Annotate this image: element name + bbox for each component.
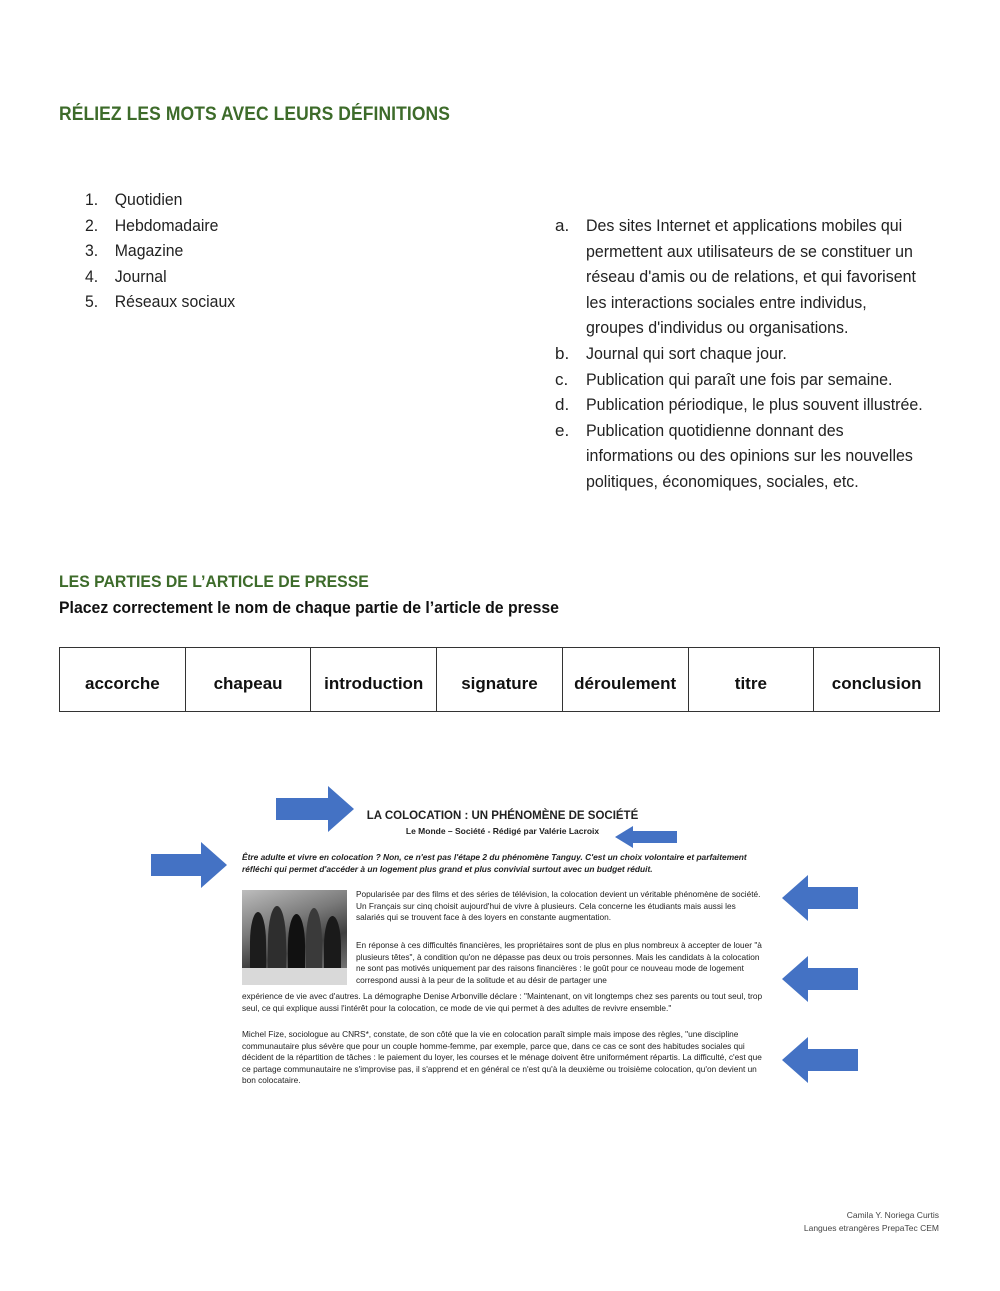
list-item: 1. Quotidien bbox=[85, 190, 183, 209]
arrow-left-icon bbox=[782, 956, 858, 1002]
photo-floor bbox=[242, 968, 347, 985]
footer bbox=[804, 1209, 939, 1234]
list-item: 4. Journal bbox=[85, 266, 167, 286]
person-silhouette bbox=[288, 914, 305, 976]
list-item: 2. Hebdomadaire bbox=[85, 215, 219, 235]
arrow-right-icon bbox=[151, 842, 227, 888]
list-item: a. Des sites Internet et applications mobiles qui permettent aux utilisateurs de se constituer un réseau d'amis ou de relations, et qui favorisent les interactions sociales entre individus, groupes d'individus ou organisations. bbox=[555, 216, 916, 338]
footer-org: Langues etrangères PrepaTec CEM bbox=[803, 1222, 939, 1233]
footer-author: Camila Y. Noriega Curtis bbox=[846, 1210, 939, 1220]
list-item: 3. Magazine bbox=[85, 241, 184, 261]
list-item: c. Publication qui paraît une fois par semaine. bbox=[555, 369, 893, 389]
definition-list bbox=[555, 213, 945, 495]
person-silhouette bbox=[324, 916, 341, 976]
section-title-match: RÉLIEZ LES MOTS AVEC LEURS DÉFINITIONS bbox=[59, 104, 450, 125]
article-paragraph-1: Popularisée par des films et des séries de télévision, la colocation devient un véritable phénomène de société. Un Français sur cinq choisit aujourd'hui de vivre à plusieurs. Cela concerne les étudiants mais aussi les salariés qui se trouvent face à des loyers en constante augmentation. bbox=[356, 889, 761, 923]
person-silhouette bbox=[250, 912, 266, 972]
section-title-parts: LES PARTIES DE L’ARTICLE DE PRESSE bbox=[59, 572, 369, 591]
word-bank-item[interactable]: signature bbox=[437, 648, 563, 712]
article-title: LA COLOCATION : UN PHÉNOMÈNE DE SOCIÉTÉ bbox=[366, 810, 639, 822]
word-bank-item[interactable]: conclusion bbox=[814, 648, 940, 712]
article-photo bbox=[242, 890, 347, 985]
word-bank-item[interactable]: introduction bbox=[311, 648, 437, 712]
instruction: Placez correctement le nom de chaque partie de l’article de presse bbox=[59, 598, 559, 617]
arrow-left-icon bbox=[782, 875, 858, 921]
list-item: 5. Réseaux sociaux bbox=[85, 292, 236, 312]
article-paragraph-3: Michel Fize, sociologue au CNRS*, constate, de son côté que la vie en colocation paraît simple mais impose des règles, "une discipline communautaire plus sévère que pour un couple homme-femme, par exemple, parce que, dans ce cas ce sont des habitudes sociales qui décident de la répartition de tâches : le paiement du loyer, les courses et le ménage doivent être uniformément répartis. La difficulté, c'est que ce partage communautaire ne s'improvise pas, il s'apprend et en général ce n'est qu'à la deuxième ou troisième colocation, qu'on devient un bon colocataire. bbox=[242, 1029, 762, 1086]
arrow-right-icon bbox=[276, 786, 354, 832]
word-bank-table bbox=[59, 647, 940, 712]
person-silhouette bbox=[306, 908, 322, 976]
list-item: b. Journal qui sort chaque jour. bbox=[555, 343, 787, 363]
list-item: e. Publication quotidienne donnant des informations ou des opinions sur les nouvelles politiques, économiques, sociales, etc. bbox=[555, 420, 913, 491]
word-bank-item[interactable]: chapeau bbox=[185, 648, 311, 712]
article-lead: Être adulte et vivre en colocation ? Non, ce n'est pas l'étape 2 du phénomène Tanguy. C'est un choix volontaire et parfaitement réfléchi qui permet d'accéder à un logement plus grand et plus convivial surtout avec un budget réduit. bbox=[242, 852, 747, 874]
person-silhouette bbox=[268, 906, 286, 976]
article-paragraph-2-cont: expérience de vie avec d'autres. La démographe Denise Arbonville déclare : "Maintenant, on vit longtemps chez ses parents ou tout seul, trop seul, ce qui explique aussi l'intérêt pour la colocation, ce mode de vie qui permet à des adultes de revivre ensemble." bbox=[242, 991, 763, 1013]
article-paragraph-2: En réponse à ces difficultés financières, les propriétaires sont de plus en plus nombreux à accepter de louer "à plusieurs têtes", à condition qu'on ne dépasse pas deux ou trois personnes. Mais les candidats à la colocation ne sont pas motivés uniquement par des raisons financières : le goût pour ce nouveau mode de logement correspond aussi à la peur de la solitude et au désir de partager une bbox=[356, 940, 762, 985]
article-byline: Le Monde – Société - Rédigé par Valérie Lacroix bbox=[405, 826, 600, 836]
word-bank-item[interactable]: titre bbox=[688, 648, 814, 712]
word-list bbox=[85, 187, 246, 315]
arrow-left-icon bbox=[615, 826, 677, 848]
word-bank-item[interactable]: accorche bbox=[60, 648, 186, 712]
arrow-left-icon bbox=[782, 1037, 858, 1083]
word-bank-item[interactable]: déroulement bbox=[562, 648, 688, 712]
list-item: d. Publication périodique, le plus souvent illustrée. bbox=[555, 395, 923, 415]
